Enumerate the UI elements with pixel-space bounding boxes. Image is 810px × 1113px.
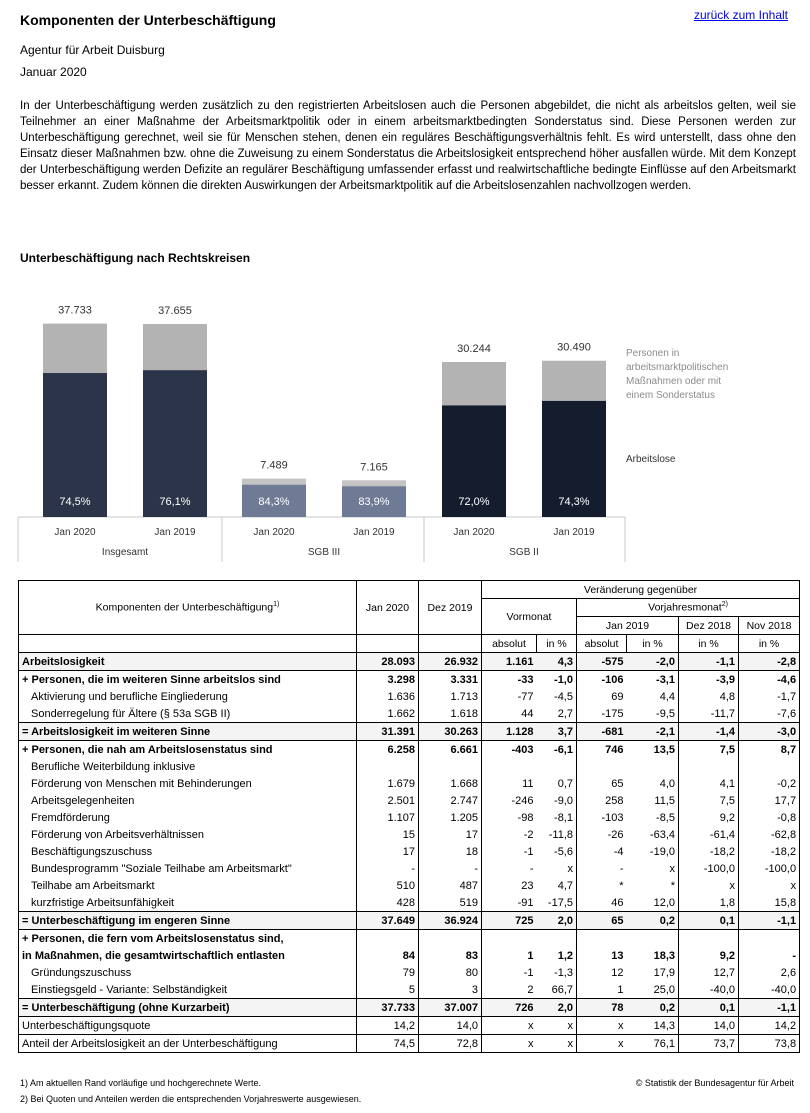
row-label: kurzfristige Arbeitsunfähigkeit (19, 894, 357, 912)
table-cell: -19,0 (627, 843, 679, 860)
table-cell: 2,0 (537, 912, 577, 930)
table-cell: 83 (419, 947, 482, 964)
bar-segment-massnahmen (442, 362, 506, 405)
legend-arbeitslose: Arbeitslose (626, 454, 676, 465)
subheader-in-pct: in % (679, 635, 739, 653)
table-cell: 37.649 (357, 912, 419, 930)
bar-share-label: 74,3% (558, 496, 590, 508)
table-cell: 17 (357, 843, 419, 860)
table-cell (577, 758, 627, 775)
table-cell: 487 (419, 877, 482, 894)
x-tick-label: Jan 2020 (453, 527, 495, 538)
row-label: Einstiegsgeld - Variante: Selbständigkeit (19, 981, 357, 999)
components-table (18, 580, 800, 1053)
subheader-in-pct: in % (537, 635, 577, 653)
bar-share-label: 72,0% (458, 496, 490, 508)
table-cell: 510 (357, 877, 419, 894)
table-cell: 3,7 (537, 723, 577, 741)
table-cell: -18,2 (739, 843, 800, 860)
table-cell: -11,8 (537, 826, 577, 843)
column-header-dez2019: Dez 2019 (419, 581, 482, 635)
table-cell: 7,5 (679, 792, 739, 809)
table-row (19, 1035, 800, 1053)
table-cell: 725 (482, 912, 537, 930)
row-label: Arbeitsgelegenheiten (19, 792, 357, 809)
table-cell: * (627, 877, 679, 894)
table-cell: 72,8 (419, 1035, 482, 1053)
table-cell: 726 (482, 999, 537, 1017)
table-row (19, 930, 800, 948)
table-cell: 14,0 (679, 1017, 739, 1035)
table-cell: 3.331 (419, 671, 482, 689)
row-label: in Maßnahmen, die gesamtwirtschaftlich entlasten (19, 947, 357, 964)
table-cell: -7,6 (739, 705, 800, 723)
report-period: Januar 2020 (20, 65, 87, 79)
row-label: Beschäftigungszuschuss (19, 843, 357, 860)
table-cell: 15 (357, 826, 419, 843)
table-cell: 44 (521, 707, 534, 720)
table-cell: -40,0 (739, 981, 800, 999)
row-label: Anteil der Arbeitslosigkeit an der Unterbeschäftigung (19, 1035, 357, 1053)
table-cell (627, 930, 679, 948)
table-row (19, 792, 800, 809)
table-row (19, 894, 800, 912)
table-row (19, 775, 800, 792)
table-cell: -106 (577, 671, 627, 689)
table-row (19, 671, 800, 689)
group-label: Insgesamt (101, 547, 149, 558)
table-cell: x (577, 1017, 627, 1035)
table-cell: 26.932 (419, 653, 482, 671)
table-cell: 1.679 (357, 775, 419, 792)
row-label: Sonderregelung für Ältere (§ 53a SGB II) (19, 705, 357, 723)
table-cell: - (357, 860, 419, 877)
table-cell: -40,0 (679, 981, 739, 999)
table-cell: -17,5 (537, 894, 577, 912)
table-cell: -33 (482, 671, 537, 689)
bar-segment-massnahmen (342, 480, 406, 486)
bar-total-label: 37.733 (58, 304, 92, 317)
table-cell: -3,0 (739, 723, 800, 741)
table-cell: 69 (611, 690, 624, 703)
column-header-jan2020: Jan 2020 (357, 581, 419, 635)
table-cell: 9,2 (679, 809, 739, 826)
table-cell: 12 (611, 966, 624, 979)
table-row (19, 809, 800, 826)
table-cell: -403 (482, 741, 537, 759)
table-cell (739, 758, 800, 775)
table-cell: -100,0 (739, 860, 800, 877)
table-cell: x (482, 1017, 537, 1035)
table-cell: -98 (517, 811, 534, 824)
table-cell: 36.924 (419, 912, 482, 930)
column-header-component: Komponenten der Unterbeschäftigung$^{1)}$ (19, 581, 357, 635)
bar-share-label: 84,3% (258, 496, 290, 508)
table-cell: - (739, 947, 800, 964)
table-cell (537, 930, 577, 948)
x-tick-label: Jan 2019 (353, 527, 395, 538)
table-cell: -1,7 (739, 688, 800, 705)
table-cell: -103 (601, 811, 624, 824)
table-cell: 73,8 (739, 1035, 800, 1053)
table-cell: 3 (419, 981, 482, 999)
table-row (19, 964, 800, 981)
table-cell: x (537, 1035, 577, 1053)
table-cell: -4,5 (537, 688, 577, 705)
table-cell: 1,8 (679, 894, 739, 912)
table-cell (577, 930, 627, 948)
table-cell: -1,1 (739, 912, 800, 930)
table-cell: 84 (357, 947, 419, 964)
group-label: SGB II (509, 547, 539, 558)
row-label: = Unterbeschäftigung (ohne Kurzarbeit) (19, 999, 357, 1017)
table-cell: 18,3 (627, 947, 679, 964)
table-cell: -77 (517, 690, 534, 703)
table-row (19, 758, 800, 775)
table-cell: -11,7 (679, 705, 739, 723)
row-label: Gründungszuschuss (19, 964, 357, 981)
table-cell (357, 758, 419, 775)
table-cell (357, 930, 419, 948)
bar-segment-massnahmen (143, 324, 207, 370)
table-cell: -62,8 (739, 826, 800, 843)
subheader-in-pct: in % (627, 635, 679, 653)
table-cell: -1,1 (679, 653, 739, 671)
row-label: Fremdförderung (19, 809, 357, 826)
table-cell: -4 (613, 845, 624, 858)
table-cell: - (619, 862, 624, 875)
table-cell: 65 (611, 777, 624, 790)
table-cell (482, 930, 537, 948)
table-cell: -0,2 (739, 775, 800, 792)
underemployment-bar-chart (0, 280, 810, 580)
table-row (19, 653, 800, 671)
table-cell: x (482, 1035, 537, 1053)
table-cell: 1 (617, 983, 624, 996)
table-cell: 79 (357, 964, 419, 981)
table-cell: 2,6 (739, 964, 800, 981)
table-cell: -26 (607, 828, 624, 841)
bar-share-label: 76,1% (159, 496, 191, 508)
row-label: Förderung von Arbeitsverhältnissen (19, 826, 357, 843)
back-to-contents-link[interactable]: zurück zum Inhalt (693, 8, 788, 22)
table-cell: -1,1 (739, 999, 800, 1017)
table-cell: 78 (577, 999, 627, 1017)
table-cell: 1.128 (482, 723, 537, 741)
footnote-1: 1) Am aktuellen Rand vorläufige und hochgerechnete Werte. (20, 1078, 261, 1088)
table-cell: -91 (517, 896, 534, 909)
column-header-veraenderung: Veränderung gegenüber (482, 581, 800, 599)
table-cell: 14,2 (357, 1017, 419, 1035)
table-cell: -8,5 (627, 809, 679, 826)
table-row (19, 843, 800, 860)
table-cell: 18 (419, 843, 482, 860)
table-row (19, 723, 800, 741)
table-cell: 8,7 (739, 741, 800, 759)
table-row (19, 688, 800, 705)
bar-share-label: 83,9% (358, 496, 390, 508)
table-cell: 0,1 (679, 999, 739, 1017)
table-cell: 1.618 (419, 705, 482, 723)
table-cell: 31.391 (357, 723, 419, 741)
row-label: Förderung von Menschen mit Behinderungen (19, 775, 357, 792)
table-cell: * (619, 879, 624, 892)
table-cell: -4,6 (739, 671, 800, 689)
table-row (19, 826, 800, 843)
table-cell: - (529, 862, 534, 875)
table-row (19, 947, 800, 964)
footnote-2: 2) Bei Quoten und Anteilen werden die entsprechenden Vorjahreswerte ausgewiesen. (20, 1094, 362, 1104)
table-cell: 6.258 (357, 741, 419, 759)
table-cell: 2 (527, 983, 534, 996)
table-cell: -1,3 (537, 964, 577, 981)
table-row (19, 877, 800, 894)
table-cell: 0,1 (679, 912, 739, 930)
table-cell: 14,2 (739, 1017, 800, 1035)
row-label: Unterbeschäftigungsquote (19, 1017, 357, 1035)
table-cell: -5,6 (537, 843, 577, 860)
table-cell: 1.107 (357, 809, 419, 826)
table-cell: 0,7 (537, 775, 577, 792)
table-cell: 14,0 (419, 1017, 482, 1035)
row-label: = Unterbeschäftigung im engeren Sinne (19, 912, 357, 930)
subheader-in-pct: in % (739, 635, 800, 653)
bar-total-label: 30.490 (557, 341, 591, 354)
table-cell: -175 (601, 707, 624, 720)
table-cell: -3,1 (627, 671, 679, 689)
table-cell: -246 (511, 794, 534, 807)
table-cell: x (537, 860, 577, 877)
table-cell: 80 (419, 964, 482, 981)
bar-segment-massnahmen (242, 479, 306, 485)
x-tick-label: Jan 2019 (154, 527, 196, 538)
table-cell: -8,1 (537, 809, 577, 826)
column-header-nov2018: Nov 2018 (739, 617, 800, 635)
table-cell (739, 930, 800, 948)
table-cell: -18,2 (679, 843, 739, 860)
table-cell: 1.636 (357, 688, 419, 705)
group-label: SGB III (307, 547, 341, 558)
table-cell: 9,2 (679, 947, 739, 964)
table-cell: x (537, 1017, 577, 1035)
row-label: Teilhabe am Arbeitsmarkt (19, 877, 357, 894)
table-cell: 37.007 (419, 999, 482, 1017)
legend-massnahmen: Personen in arbeitsmarktpolitischen Maßnahmen oder mit einem Sonderstatus (626, 348, 729, 401)
table-cell (679, 930, 739, 948)
table-cell: 3.298 (357, 671, 419, 689)
table-cell: 25,0 (627, 981, 679, 999)
table-cell: 4,4 (627, 688, 679, 705)
table-cell: -2,8 (739, 653, 800, 671)
table-cell: 65 (577, 912, 627, 930)
table-row (19, 981, 800, 999)
subheader-absolut: absolut (482, 635, 537, 653)
table-cell: 30.263 (419, 723, 482, 741)
chart-title: Unterbeschäftigung nach Rechtskreisen (20, 251, 251, 265)
table-cell: 17 (419, 826, 482, 843)
table-cell: - (419, 860, 482, 877)
table-cell: 11 (522, 777, 534, 790)
table-cell (419, 930, 482, 948)
row-label: = Arbeitslosigkeit im weiteren Sinne (19, 723, 357, 741)
x-tick-label: Jan 2020 (253, 527, 295, 538)
table-cell: -6,1 (537, 741, 577, 759)
column-header-vormonat: Vormonat (482, 599, 577, 635)
bar-share-label: 74,5% (59, 496, 91, 508)
table-cell: 1,2 (537, 947, 577, 964)
table-cell: x (627, 860, 679, 877)
table-cell: -575 (577, 653, 627, 671)
row-label: + Personen, die fern vom Arbeitslosenstatus sind, (19, 930, 357, 948)
bar-total-label: 37.655 (158, 305, 192, 318)
table-cell: -2,1 (627, 723, 679, 741)
table-cell: 23 (521, 879, 534, 892)
table-cell: 0,2 (627, 912, 679, 930)
table-cell: 2.501 (357, 792, 419, 809)
table-cell: -2,0 (627, 653, 679, 671)
table-cell: -9,5 (627, 705, 679, 723)
table-cell: x (739, 877, 800, 894)
table-cell: 2.747 (419, 792, 482, 809)
table-cell: 73,7 (679, 1035, 739, 1053)
page-title: Komponenten der Unterbeschäftigung (20, 12, 276, 28)
table-cell: 12,0 (627, 894, 679, 912)
table-cell: 66,7 (537, 981, 577, 999)
table-cell: -9,0 (537, 792, 577, 809)
table-cell: 2,7 (537, 705, 577, 723)
x-tick-label: Jan 2020 (54, 527, 96, 538)
row-label: Bundesprogramm "Soziale Teilhabe am Arbeitsmarkt" (19, 860, 357, 877)
table-cell (627, 758, 679, 775)
row-label: + Personen, die nah am Arbeitslosenstatus sind (19, 741, 357, 759)
subheader-absolut: absolut (577, 635, 627, 653)
table-cell: 2,0 (537, 999, 577, 1017)
column-header-jan2019: Jan 2019 (577, 617, 679, 635)
table-cell: -1 (523, 845, 534, 858)
table-cell: 4,7 (537, 877, 577, 894)
table-cell: -2 (523, 828, 534, 841)
table-cell: 428 (357, 894, 419, 912)
table-cell: -100,0 (679, 860, 739, 877)
bar-segment-massnahmen (43, 324, 107, 373)
row-label: + Personen, die im weiteren Sinne arbeitslos sind (19, 671, 357, 689)
table-cell: 4,1 (679, 775, 739, 792)
table-row (19, 741, 800, 759)
table-cell: 0,2 (627, 999, 679, 1017)
table-row (19, 912, 800, 930)
table-cell: 1.662 (357, 705, 419, 723)
table-cell: 13 (611, 949, 624, 962)
table-cell: 5 (357, 981, 419, 999)
table-cell: 1.713 (419, 688, 482, 705)
bar-total-label: 7.489 (260, 459, 288, 472)
table-cell: 746 (577, 741, 627, 759)
bar-total-label: 30.244 (457, 342, 491, 355)
table-cell: -1,0 (537, 671, 577, 689)
row-label: Berufliche Weiterbildung inklusive (19, 758, 357, 775)
bar-segment-massnahmen (542, 361, 606, 401)
table-cell: 4,3 (537, 653, 577, 671)
table-cell: 1.205 (419, 809, 482, 826)
table-cell: 17,9 (627, 964, 679, 981)
table-cell (419, 758, 482, 775)
table-cell (537, 758, 577, 775)
table-cell: 13,5 (627, 741, 679, 759)
table-cell: 15,8 (739, 894, 800, 912)
row-label: Arbeitslosigkeit (19, 653, 357, 671)
source-note: © Statistik der Bundesagentur für Arbeit (635, 1078, 794, 1088)
table-cell: 1.668 (419, 775, 482, 792)
table-row (19, 1017, 800, 1035)
table-cell: 28.093 (357, 653, 419, 671)
table-cell: 12,7 (679, 964, 739, 981)
table-cell: 1 (527, 949, 534, 962)
table-cell: 519 (419, 894, 482, 912)
row-label: Aktivierung und berufliche Eingliederung (19, 688, 357, 705)
table-cell: x (679, 877, 739, 894)
table-cell: 37.733 (357, 999, 419, 1017)
table-cell: -61,4 (679, 826, 739, 843)
agency-name: Agentur für Arbeit Duisburg (20, 43, 165, 57)
table-cell: 4,8 (679, 688, 739, 705)
table-cell: 7,5 (679, 741, 739, 759)
x-tick-label: Jan 2019 (553, 527, 595, 538)
table-row (19, 705, 800, 723)
table-cell: 14,3 (627, 1017, 679, 1035)
table-cell (679, 758, 739, 775)
intro-paragraph: In der Unterbeschäftigung werden zusätzlich zu den registrierten Arbeitslosen auch die Personen abgebildet, die nicht als arbeitslos gelten, weil sie Teilnehmer an einer Maßnahme der Arbeitsmarktpolitik oder in einem arbeitsmarktbedingten Sonderstatus sind. Diese Personen werden zur Unterbeschäftigung gerechnet, weil sie für Menschen stehen, denen ein reguläres Beschäftigungsverhältnis fehlt. Es wird unterstellt, dass ohne den Einsatz dieser Maßnahmen bzw. ohne die Zuweisung zu einem Sonderstatus die Arbeitslosigkeit entsprechend höher ausfallen würde. Mit dem Konzept der Unterbeschäftigung werden Defizite an regulärer Beschäftigung umfassender erfasst und realwirtschaftliche bedingte Einflüsse auf den Arbeitsmarkt besser erkannt. Zudem können die direkten Auswirkungen der Arbeitsmarktpolitik auf die Arbeitslosenzahlen nachvollzogen werden. (20, 100, 796, 192)
table-cell: 74,5 (357, 1035, 419, 1053)
table-cell (482, 758, 537, 775)
table-cell: x (577, 1035, 627, 1053)
table-cell: 258 (605, 794, 624, 807)
table-cell: 11,5 (627, 792, 679, 809)
column-header-vorjahresmonat: Vorjahresmonat$^{2)}$ (577, 599, 800, 617)
table-cell: -1 (523, 966, 534, 979)
table-cell: -0,8 (739, 809, 800, 826)
table-cell: 17,7 (739, 792, 800, 809)
table-cell: -1,4 (679, 723, 739, 741)
table-row (19, 999, 800, 1017)
bar-total-label: 7.165 (360, 461, 388, 474)
table-cell: -3,9 (679, 671, 739, 689)
table-cell: 1.161 (482, 653, 537, 671)
table-cell: 76,1 (627, 1035, 679, 1053)
table-cell: 4,0 (627, 775, 679, 792)
table-cell: 6.661 (419, 741, 482, 759)
table-cell: 46 (611, 896, 624, 909)
column-header-dez2018: Dez 2018 (679, 617, 739, 635)
table-cell: -681 (577, 723, 627, 741)
table-row (19, 860, 800, 877)
bar-segment-arbeitslose (143, 370, 207, 517)
table-cell: -63,4 (627, 826, 679, 843)
